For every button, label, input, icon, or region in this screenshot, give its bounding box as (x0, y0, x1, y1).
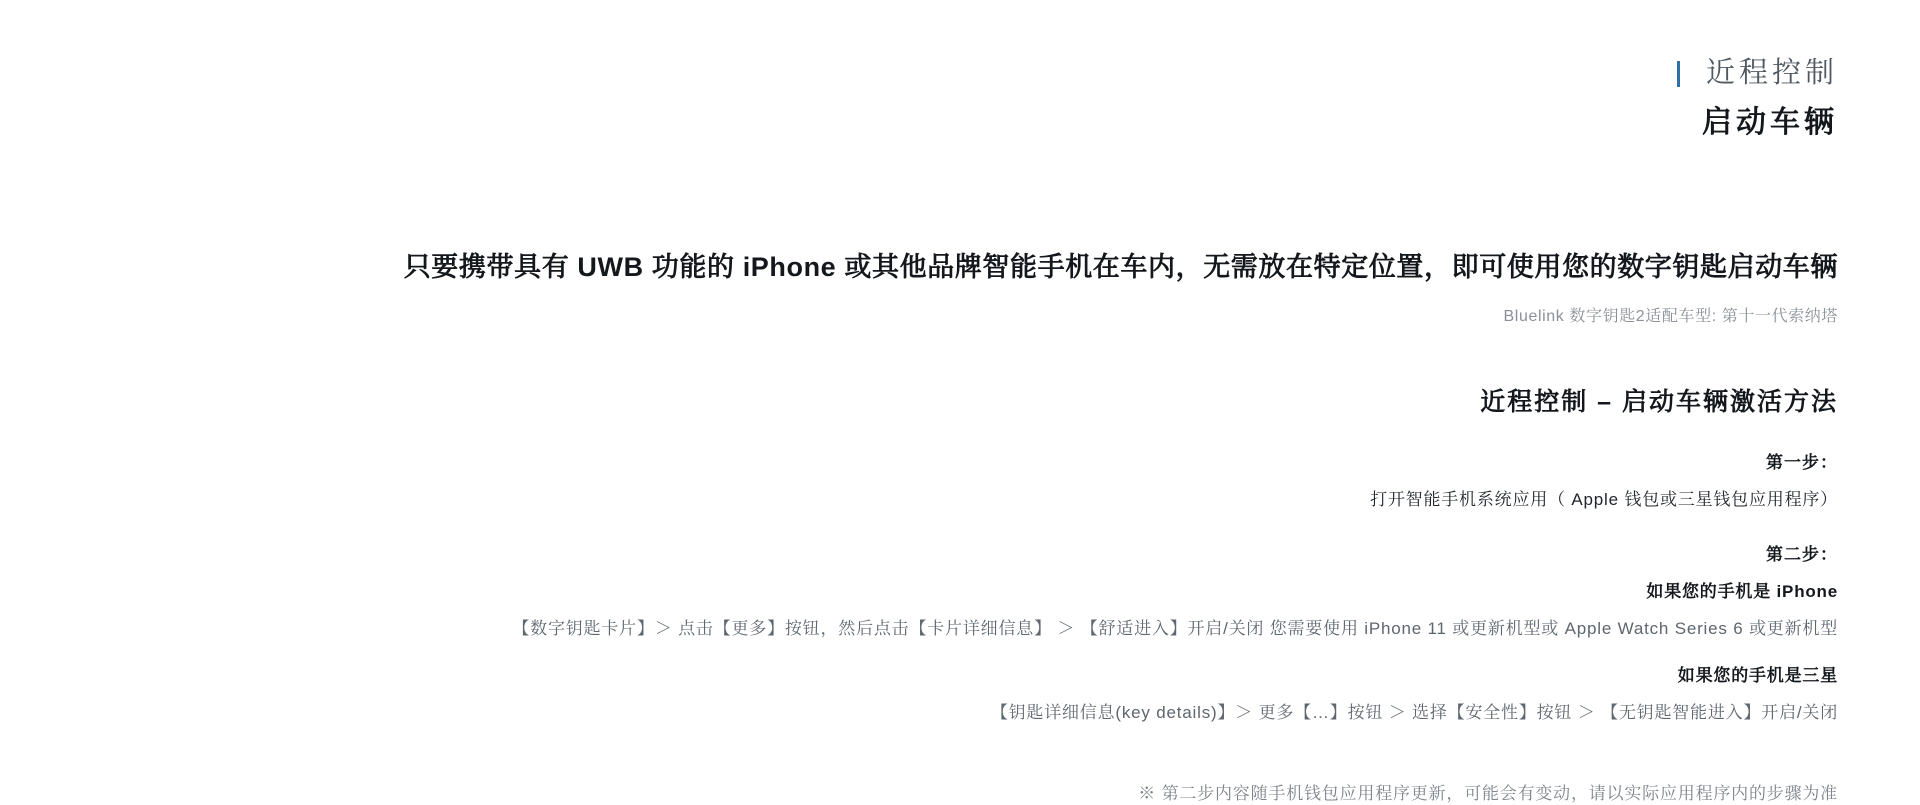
footnote: ※ 第二步内容随手机钱包应用程序更新，可能会有变动，请以实际应用程序内的步骤为准 (1138, 783, 1838, 803)
page-header (0, 0, 1838, 139)
step-2-label: 第二步： (1766, 544, 1838, 564)
header-eyebrow: 近程控制 (1705, 57, 1838, 89)
step-1-text: 打开智能手机系统应用（ Apple 钱包或三星钱包应用程序） (1370, 489, 1838, 509)
step-2-iphone-detail: 【数字钥匙卡片】＞ 点击【更多】按钮，然后点击【卡片详细信息】 ＞ 【舒适进入】开启/关闭 您需要使用 iPhone 11 或更新机型或 Apple Watch Series 6 或更新机型 (512, 618, 1838, 638)
section-title: 近程控制 – 启动车辆激活方法 (1480, 387, 1838, 416)
step-1-label: 第一步： (1766, 452, 1838, 472)
page-title: 启动车辆 (1702, 105, 1838, 139)
accent-bar-icon (1677, 61, 1680, 87)
lead-subline: Bluelink 数字钥匙2适配车型: 第十一代索纳塔 (1503, 307, 1838, 325)
step-2-samsung-detail: 【钥匙详细信息(key details)】＞ 更多【…】按钮 ＞ 选择【安全性】按钮 ＞ 【无钥匙智能进入】开启/关闭 (990, 702, 1838, 722)
step-2-samsung-heading: 如果您的手机是三星 (1677, 665, 1838, 685)
eyebrow-row (0, 58, 1838, 90)
step-2-iphone-heading: 如果您的手机是 iPhone (1646, 581, 1838, 601)
lead-headline: 只要携带具有 UWB 功能的 iPhone 或其他品牌智能手机在车内，无需放在特定位置，即可使用您的数字钥匙启动车辆 (403, 251, 1838, 282)
